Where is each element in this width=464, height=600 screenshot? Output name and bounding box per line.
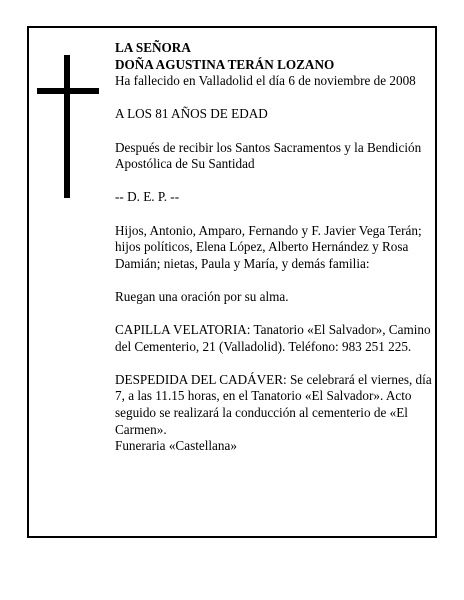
cross-horizontal-bar xyxy=(37,88,99,94)
family-paragraph: Hijos, Antonio, Amparo, Fernando y F. Javier Vega Terán; hijos políticos, Elena López, Alberto Hernández y Rosa Damián; nietas, Paula y María, y demás familia: xyxy=(115,222,422,271)
chapel-paragraph: CAPILLA VELATORIA: Tanatorio «El Salvador», Camino del Cementerio, 21 (Valladolid). Teléfono: 983 251 225. xyxy=(115,322,431,354)
rip-line: -- D. E. P. -- xyxy=(115,189,180,205)
farewell-paragraph: DESPEDIDA DEL CADÁVER: Se celebrará el viernes, día 7, a las 11.15 horas, en el Tanatorio «El Salvador». Acto seguido se realizará la conducción al cementerio de «El Carmen». xyxy=(115,371,432,437)
obituary-text xyxy=(115,40,433,455)
age-line: A LOS 81 AÑOS DE EDAD xyxy=(115,106,268,122)
cross-vertical-bar xyxy=(64,55,70,198)
title-line-1: LA SEÑORA xyxy=(115,40,191,55)
obituary-frame xyxy=(27,26,437,538)
death-notice: Ha fallecido en Valladolid el día 6 de noviembre de 2008 xyxy=(115,73,416,89)
prayer-line: Ruegan una oración por su alma. xyxy=(115,288,289,304)
latin-cross-icon xyxy=(37,55,99,198)
sacraments-line: Después de recibir los Santos Sacramentos y la Bendición Apostólica de Su Santidad xyxy=(115,139,422,172)
funeral-home: Funeraria «Castellana» xyxy=(115,438,237,454)
deceased-name: DOÑA AGUSTINA TERÁN LOZANO xyxy=(115,56,335,72)
